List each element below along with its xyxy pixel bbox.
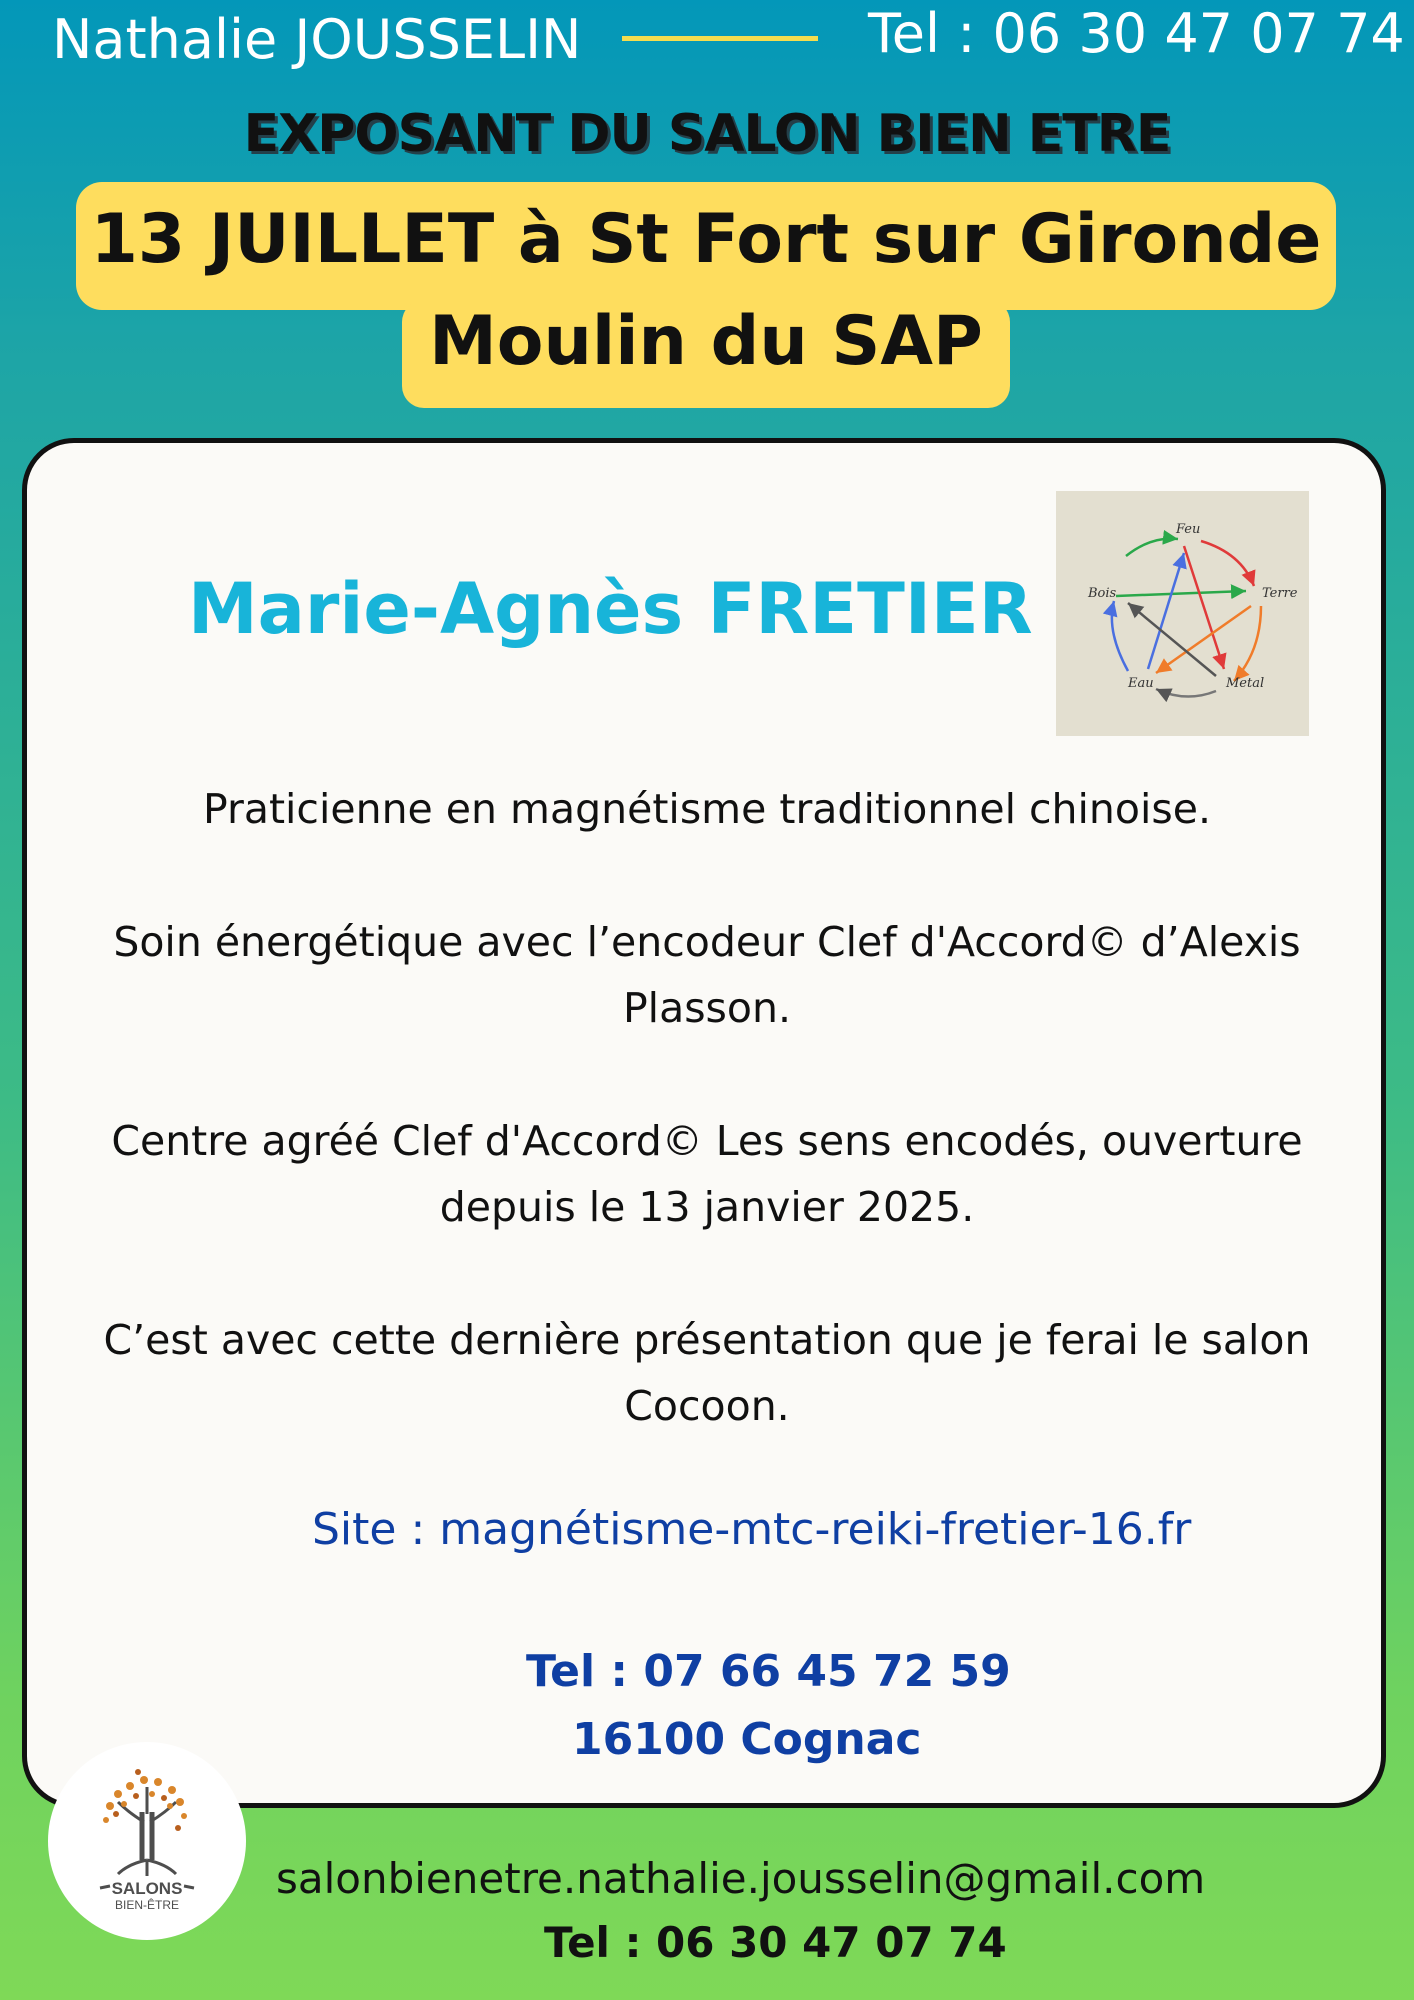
element-label-wood: Bois xyxy=(1088,586,1117,601)
event-date-location: 13 JUILLET à St Fort sur Gironde xyxy=(90,200,1322,279)
exhibitor-city: 16100 Cognac xyxy=(572,1714,922,1765)
organizer-email[interactable]: salonbienetre.nathalie.jousselin@gmail.com xyxy=(276,1854,1206,1903)
description-paragraph: C’est avec cette dernière présentation que je ferai le salon Cocoon. xyxy=(103,1316,1311,1430)
description-paragraph: Centre agréé Clef d'Accord© Les sens encodés, ouverture depuis le 13 janvier 2025. xyxy=(111,1117,1303,1231)
exhibitor-banner: EXPOSANT DU SALON BIEN ETRE xyxy=(243,104,1171,164)
event-venue: Moulin du SAP xyxy=(429,302,983,381)
logo-text-bien-etre: BIEN-ÊTRE xyxy=(114,1898,180,1912)
wu-xing-five-elements-diagram-icon xyxy=(1056,491,1309,736)
organizer-name: Nathalie JOUSSELIN xyxy=(52,8,582,71)
element-label-earth: Terre xyxy=(1262,586,1298,601)
element-label-fire: Feu xyxy=(1176,522,1201,537)
header-divider xyxy=(622,36,818,41)
salons-bien-etre-logo xyxy=(48,1742,246,1940)
description-paragraph: Soin énergétique avec l’encodeur Clef d'Accord© d’Alexis Plasson. xyxy=(113,918,1301,1032)
exhibitor-name: Marie-Agnès FRETIER xyxy=(188,568,1033,650)
element-label-metal: Metal xyxy=(1226,676,1265,691)
footer-phone: Tel : 06 30 47 07 74 xyxy=(544,1918,1007,1967)
logo-text-salons: SALONS xyxy=(111,1879,183,1898)
tree-logo-icon xyxy=(48,1742,246,1940)
description-paragraph: Praticienne en magnétisme traditionnel chinoise. xyxy=(202,785,1212,833)
website-link[interactable]: Site : magnétisme-mtc-reiki-fretier-16.fr xyxy=(312,1504,1192,1555)
organizer-phone: Tel : 06 30 47 07 74 xyxy=(868,2,1405,65)
exhibitor-phone: Tel : 07 66 45 72 59 xyxy=(526,1646,1011,1697)
element-label-water: Eau xyxy=(1128,676,1154,691)
